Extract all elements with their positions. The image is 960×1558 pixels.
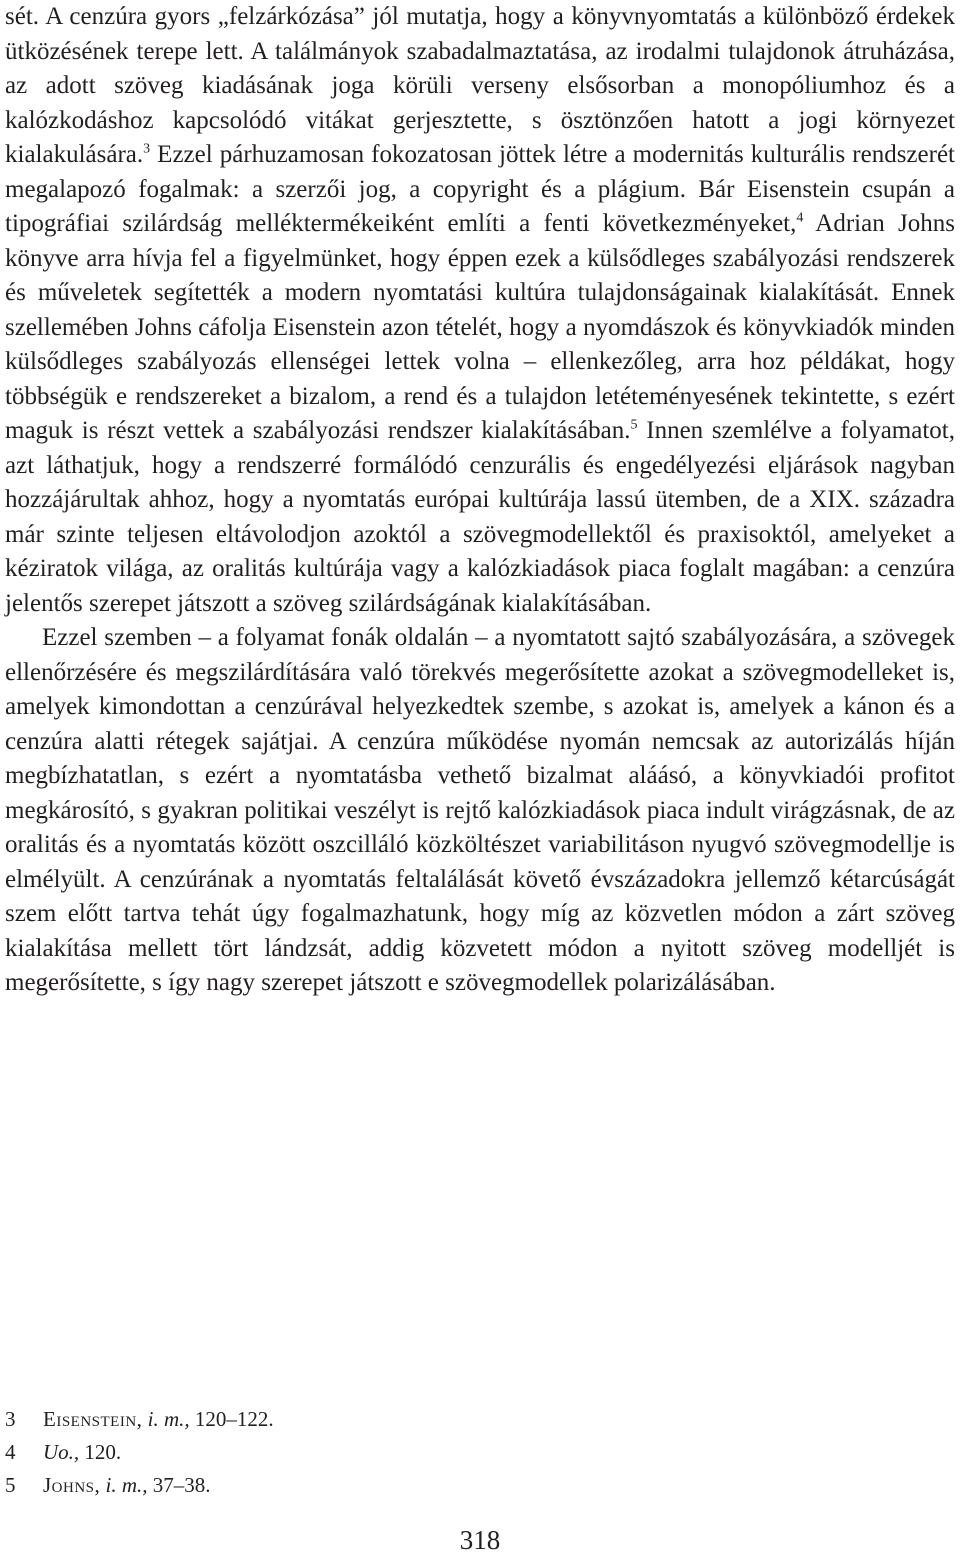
paragraph-2-text: Ezzel szemben – a folyamat fonák oldalán – a nyomtatott sajtó szabályozására, a szövegek ellenőrzésére és megszilárdítására való törekvés megerősítette azokat a szövegmodelleket is, amelyek kimondottan a cenzúrával helyezkedtek szembe, s azokat is, amelyek a kánon és a cenzúra alatti rétegek sajátjai. A cenzúra működése nyomán nemcsak az autorizálás híján megbízhatatlan, s ezért a nyomtatásba vethető bizalmat aláásó, a könyvkiadói profitot megkárosító, s gyakran politikai veszélyt is rejtő kalózkiadások piaca indult virágzásnak, de az oralitás és a nyomtatás között oszcilláló közköltészet variabilitáson nyugvó szövegmodellje is elmélyült. A cenzúrának a nyomtatás feltalálását követő évszázadokra jellemző kétarcúságát szem előtt tartva tehát úgy fogalmazhatunk, hogy míg az közvetlen módon a zárt szöveg kialakítása mellett tört lándzsát, addig közvetett módon a nyitott szöveg modelljét is megerősítette, s így nagy szerepet játszott e szövegmodellek polarizálásában. (5, 624, 955, 996)
footnote-pages: 120–122. (189, 1407, 274, 1431)
paragraph-1 (5, 0, 955, 621)
paragraph-1-text-d: Innen szemlélve a folyamatot, azt láthatjuk, hogy a rendszerré formálódó cenzurális és engedélyezési eljárások nagyban hozzájárultak ahhoz, hogy a nyomtatás európai kultúrája lassú ütemben, de a XIX. századra már szinte teljesen eltávolodjon azoktól a szövegmodellektől és praxisoktól, amelyeket a kéziratok világa, az oralitás kultúrája vagy a kalózkiadások piaca foglalt magában: a cenzúra jelentős szerepet játszott a szöveg szilárdságának kialakításában. (5, 417, 955, 617)
paragraph-1-text-a: sét. A cenzúra gyors „felzárkózása” jól mutatja, hogy a könyvnyomtatás a különböző érdekek ütközésének terepe lett. A találmányok szabadalmaztatása, az irodalmi tulajdonok átruházása, az adott szöveg kiadásának joga körüli verseny elsősorban a monopóliumhoz és a kalózkodáshoz kapcsolódó vitákat gerjesztette, s ösztönzően hatott a jogi környezet kialakulására. (5, 3, 955, 168)
page-body (5, 0, 955, 1001)
paragraph-1-text-c: Adrian Johns könyve arra hívja fel a figyelmünket, hogy éppen ezek a külsődleges szabályozási rendszerek és műveletek segítették a modern nyomtatási kultúra tulajdonságainak kialakítását. Ennek szellemében Johns cáfolja Eisenstein azon tételét, hogy a nyomdászok és könyvkiadók minden külsődleges szabályozás ellenségei lettek volna – ellenkezőleg, arra hoz példákat, hogy többségük e rendszereket a bizalom, a rend és a tulajdon letéteményesének tekintette, s ezért maguk is részt vettek a szabályozási rendszer kialakításában. (5, 210, 955, 444)
footnote-pages: 120. (79, 1440, 122, 1464)
footnote-3 (5, 1403, 705, 1436)
footnote-pages: 37–38. (147, 1473, 211, 1497)
footnote-work: i. m., (147, 1407, 190, 1431)
footnote-number: 3 (5, 1407, 16, 1431)
paragraph-1-text-b: Ezzel párhuzamosan fokozatosan jöttek létre a modernitás kulturális rendszerét megalapozó fogalmak: a szerzői jog, a copyright és a plágium. Bár Eisenstein csupán a tipográfiai szilárdság melléktermékeiként említi a fenti következményeket, (5, 141, 955, 237)
footnote-ref-4[interactable]: 4 (796, 210, 804, 226)
page-number: 318 (459, 1525, 501, 1555)
footnote-number: 5 (5, 1473, 16, 1497)
footnote-ref-5[interactable]: 5 (630, 417, 638, 433)
paragraph-2 (5, 621, 955, 1001)
footnote-number: 4 (5, 1440, 16, 1464)
footnote-5 (5, 1469, 705, 1502)
footnote-ref-3[interactable]: 3 (143, 141, 151, 157)
footnotes (5, 1403, 705, 1502)
footnote-work: i. m., (105, 1473, 148, 1497)
footnote-4 (5, 1436, 705, 1469)
footnote-work: Uo., (43, 1440, 80, 1464)
footnote-author: Johns, (43, 1473, 101, 1497)
footnote-author: Eisenstein, (43, 1407, 143, 1431)
